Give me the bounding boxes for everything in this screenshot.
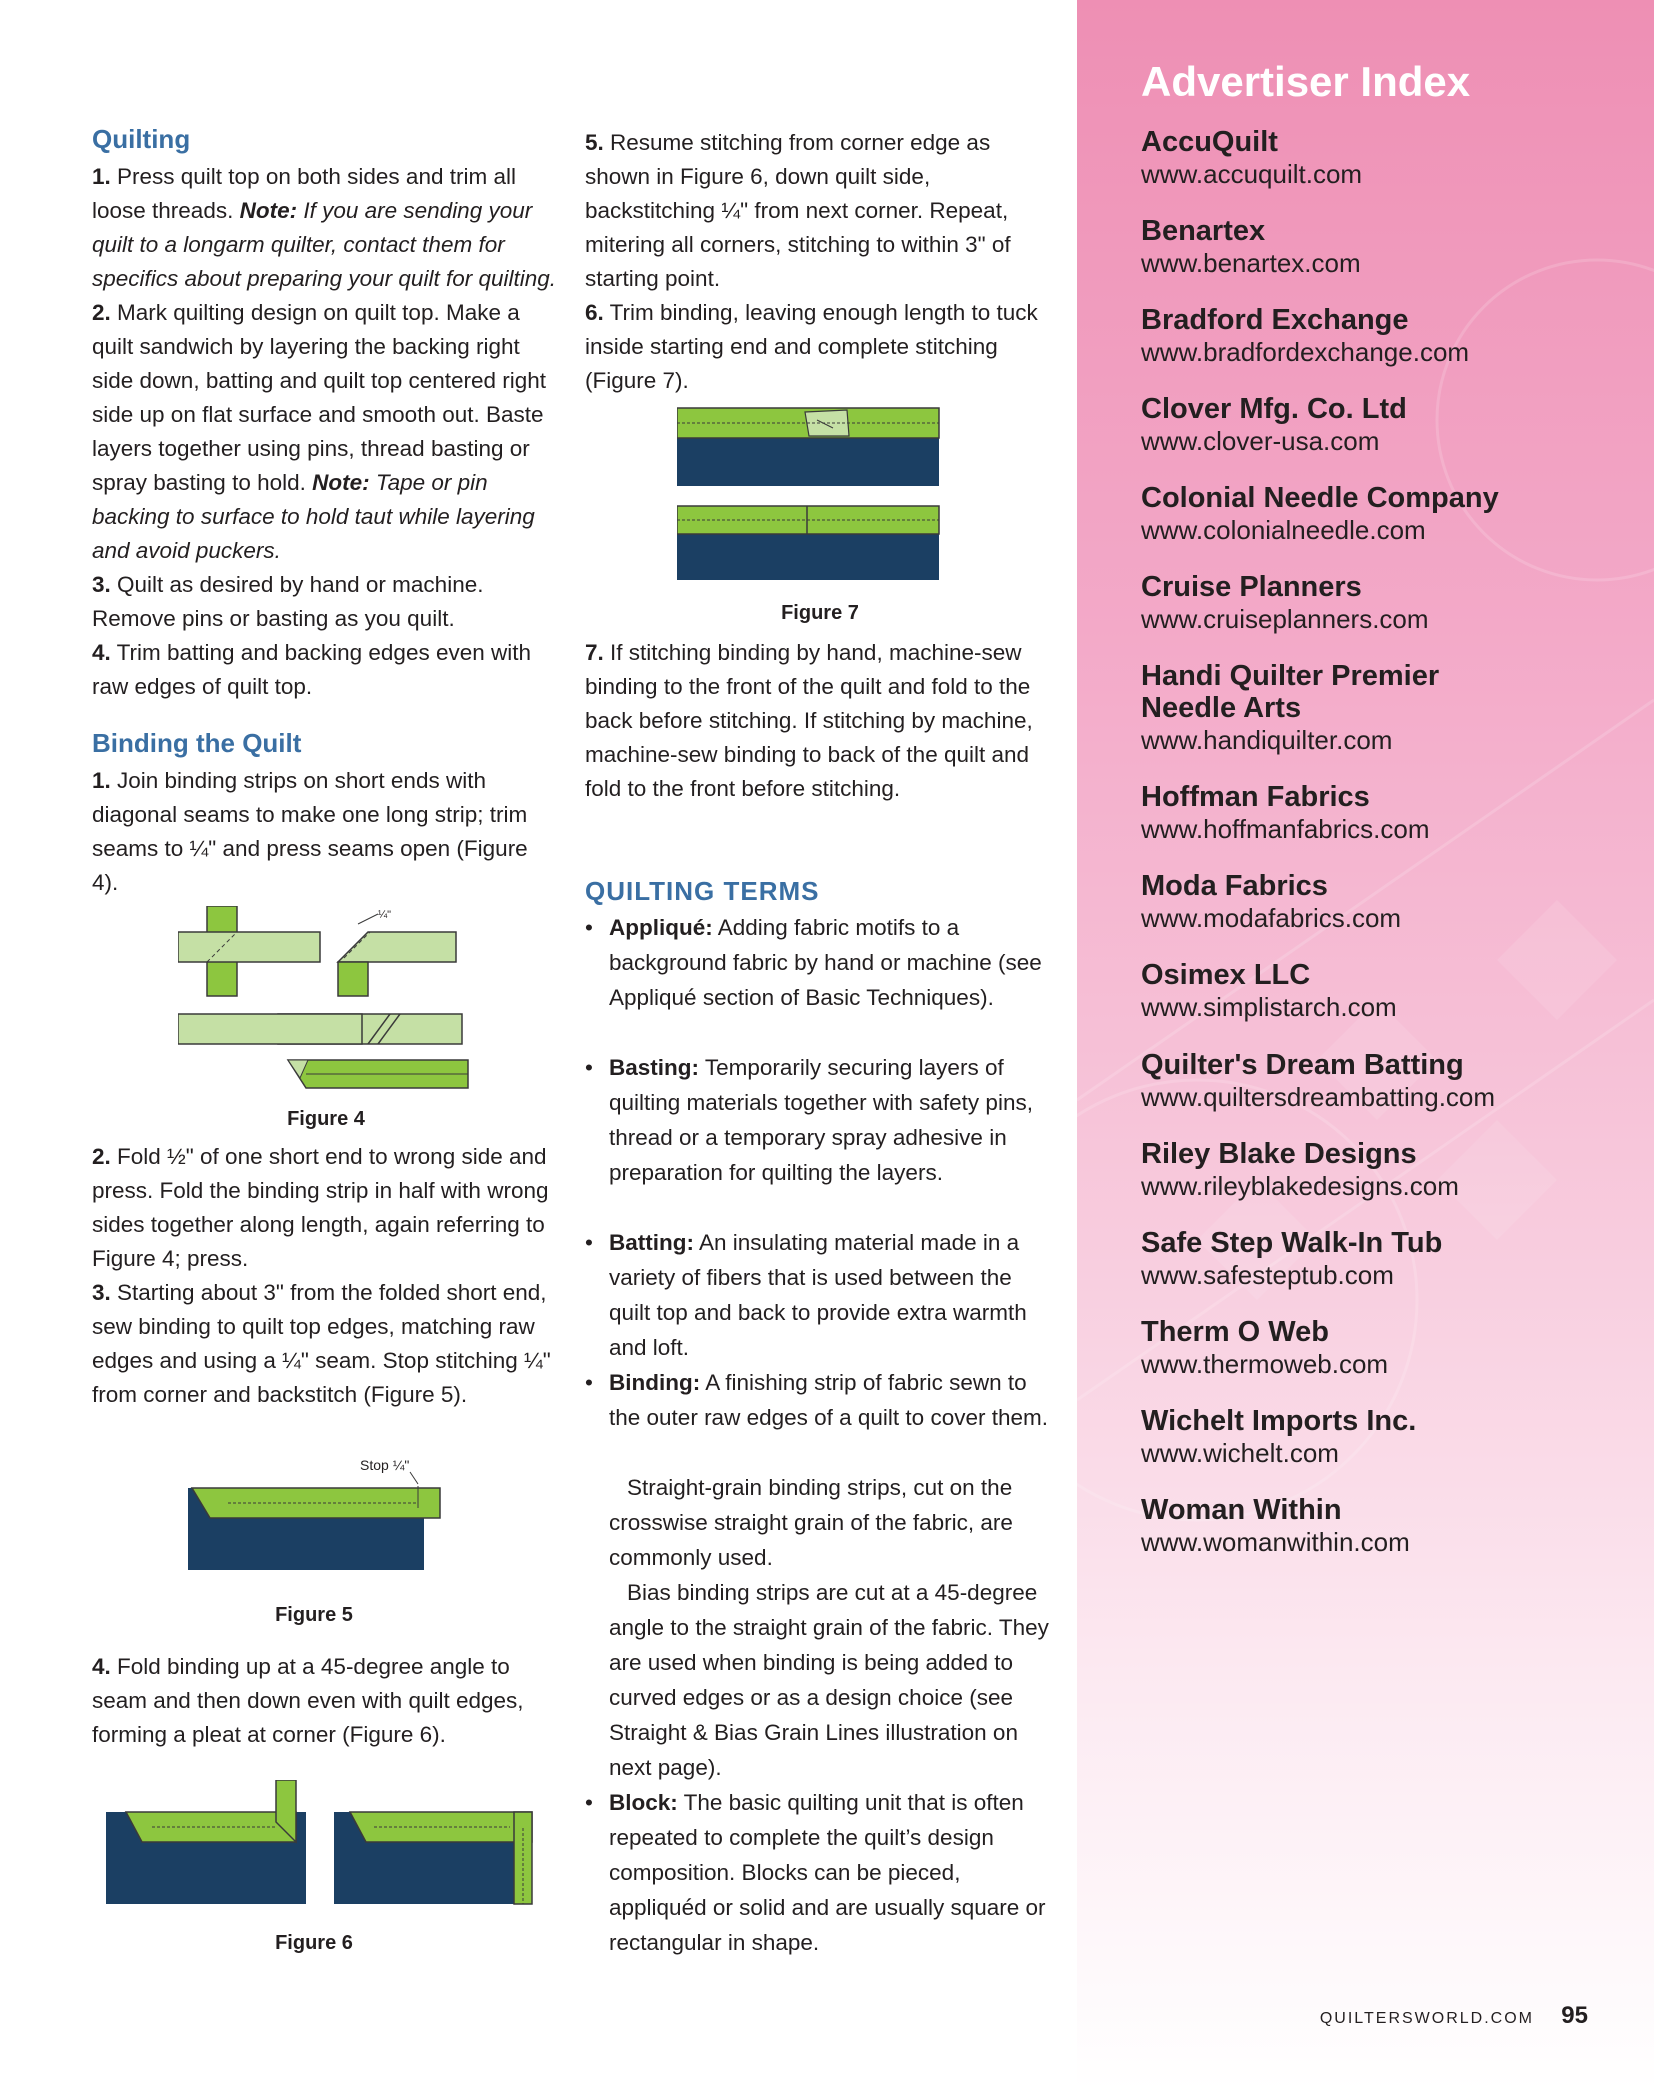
stop-pointer bbox=[410, 1472, 418, 1484]
advertiser-name: Osimex LLC bbox=[1141, 959, 1311, 991]
note-label: Note: bbox=[312, 470, 370, 495]
advertiser-name: Clover Mfg. Co. Ltd bbox=[1141, 393, 1407, 425]
figure-7-illustration bbox=[677, 406, 947, 586]
advertiser-entry bbox=[1141, 781, 1641, 845]
advertiser-entry bbox=[1141, 1494, 1641, 1558]
footer-site: QUILTERSWORLD.COM bbox=[1319, 2010, 1534, 2027]
advertiser-url[interactable]: www.wichelt.com bbox=[1141, 1438, 1339, 1468]
bullet: • bbox=[585, 1790, 593, 1815]
figure-4-illustration bbox=[178, 906, 548, 1096]
step-number: 7. bbox=[585, 640, 604, 665]
binding-step-7 bbox=[585, 636, 1055, 806]
advertiser-entry bbox=[1141, 215, 1641, 279]
advertiser-name-line-2: Needle Arts bbox=[1141, 692, 1302, 724]
bullet: • bbox=[585, 1370, 593, 1395]
term-label: Block: bbox=[609, 1790, 678, 1815]
term-label: Appliqué: bbox=[609, 915, 713, 940]
advertiser-entry bbox=[1141, 1405, 1641, 1469]
quilting-heading: Quilting bbox=[92, 124, 191, 154]
advertiser-url[interactable]: www.safesteptub.com bbox=[1141, 1260, 1394, 1290]
advertiser-name: Cruise Planners bbox=[1141, 571, 1362, 603]
advertiser-entry bbox=[1141, 660, 1641, 756]
note-label: Note: bbox=[239, 198, 298, 223]
advertiser-name: Handi Quilter Premier bbox=[1141, 660, 1440, 692]
note-text: Tape or pin backing to surface to hold taut while layering and avoid puckers. bbox=[92, 470, 535, 563]
advertiser-name: Hoffman Fabrics bbox=[1141, 781, 1370, 813]
advertiser-entry bbox=[1141, 1049, 1641, 1113]
step-number: 2. bbox=[92, 1144, 111, 1169]
figure-6-illustration bbox=[106, 1780, 536, 1910]
figure-4-label: ¼" bbox=[378, 909, 392, 921]
advertiser-name: Therm O Web bbox=[1141, 1316, 1329, 1348]
term-definition: A finishing strip of fabric sewn to the outer raw edges of a quilt to cover them. bbox=[609, 1370, 1048, 1430]
step-text: Fold binding up at a 45-degree angle to seam and then down even with quilt edges, forming a pleat at corner (Figure 6). bbox=[92, 1654, 524, 1747]
term-basting bbox=[585, 1050, 1055, 1190]
advertiser-entry bbox=[1141, 1138, 1641, 1202]
term-label: Binding: bbox=[609, 1370, 701, 1395]
advertiser-entry bbox=[1141, 482, 1641, 546]
advertiser-entry bbox=[1141, 393, 1641, 457]
quilt-lower bbox=[677, 530, 939, 580]
advertiser-entry bbox=[1141, 304, 1641, 368]
binding-note-straight-grain: Straight-grain binding strips, cut on the crosswise straight grain of the fabric, are commonly used. bbox=[609, 1475, 1013, 1570]
term-binding bbox=[585, 1365, 1055, 1435]
term-block bbox=[585, 1785, 1055, 1960]
bullet: • bbox=[585, 915, 593, 940]
term-label: Basting: bbox=[609, 1055, 699, 1080]
term-applique bbox=[585, 910, 1055, 1015]
binding-heading: Binding the Quilt bbox=[92, 728, 302, 758]
advertiser-url[interactable]: www.rileyblakedesigns.com bbox=[1141, 1171, 1459, 1201]
binding-step-2 bbox=[92, 1140, 560, 1276]
advertiser-entry bbox=[1141, 1316, 1641, 1380]
advertiser-url[interactable]: www.simplistarch.com bbox=[1141, 992, 1397, 1022]
strip-horizontal-a bbox=[178, 932, 320, 962]
binding-note-bias: Bias binding strips are cut at a 45-degree angle to the straight grain of the fabric. They are used when binding is being added to curved edges or as a design choice (see Straight & Bias Grain Lines illustration on next page). bbox=[609, 1580, 1049, 1780]
advertiser-url[interactable]: www.colonialneedle.com bbox=[1141, 515, 1426, 545]
binding-left bbox=[126, 1812, 296, 1842]
step-text: Trim batting and backing edges even with raw edges of quilt top. bbox=[92, 640, 532, 699]
step-number: 4. bbox=[92, 1654, 111, 1679]
advertiser-name: Moda Fabrics bbox=[1141, 870, 1328, 902]
step-number: 3. bbox=[92, 1280, 111, 1305]
advertiser-url[interactable]: www.hoffmanfabrics.com bbox=[1141, 814, 1430, 844]
quilt-upper bbox=[677, 436, 939, 486]
step-number: 1. bbox=[92, 164, 111, 189]
advertiser-name: Colonial Needle Company bbox=[1141, 482, 1499, 514]
step-number: 5. bbox=[585, 130, 604, 155]
advertiser-name: Riley Blake Designs bbox=[1141, 1138, 1417, 1170]
advertiser-url[interactable]: www.quiltersdreambatting.com bbox=[1141, 1082, 1496, 1112]
figure-6-caption: Figure 6 bbox=[275, 1932, 353, 1954]
binding-step-6 bbox=[585, 296, 1055, 398]
step-number: 2. bbox=[92, 300, 111, 325]
advertiser-name: Wichelt Imports Inc. bbox=[1141, 1405, 1417, 1437]
quilting-step-1 bbox=[92, 160, 560, 296]
figure-4-caption: Figure 4 bbox=[287, 1108, 365, 1130]
advertiser-sidebar bbox=[1077, 0, 1654, 2091]
binding-step-3 bbox=[92, 1276, 560, 1412]
binding-step-5 bbox=[585, 126, 1055, 296]
advertiser-entry bbox=[1141, 959, 1641, 1023]
strip-vertical-b bbox=[338, 962, 368, 996]
advertiser-url[interactable]: www.thermoweb.com bbox=[1141, 1349, 1389, 1379]
advertiser-url[interactable]: www.accuquilt.com bbox=[1141, 159, 1363, 189]
term-batting bbox=[585, 1225, 1055, 1365]
page-number: 95 bbox=[1561, 2002, 1588, 2029]
advertiser-name: Woman Within bbox=[1141, 1494, 1342, 1526]
step-text: If stitching binding by hand, machine-sew binding to the front of the quilt and fold to the back before stitching. If stitching by machine, machine-sew binding to back of the quilt and fold to the front before stitching. bbox=[585, 640, 1033, 801]
binding-step-4 bbox=[92, 1650, 560, 1752]
figure-5-caption: Figure 5 bbox=[275, 1604, 353, 1626]
binding-step-1 bbox=[92, 764, 560, 900]
advertiser-name: Bradford Exchange bbox=[1141, 304, 1409, 336]
step-text: Join binding strips on short ends with diagonal seams to make one long strip; trim seams to ¼" and press seams open (Figure 4). bbox=[92, 768, 528, 895]
step-number: 4. bbox=[92, 640, 111, 665]
advertiser-url[interactable]: www.cruiseplanners.com bbox=[1141, 604, 1429, 634]
quilting-terms-heading: QUILTING TERMS bbox=[585, 876, 820, 906]
figure-5-illustration bbox=[188, 1450, 448, 1580]
step-text: Starting about 3" from the folded short end, sew binding to quilt top edges, matching raw edges and using a ¼" seam. Stop stitching ¼" from corner and backstitch (Figure 5). bbox=[92, 1280, 551, 1407]
advertiser-url[interactable]: www.clover-usa.com bbox=[1141, 426, 1380, 456]
step-number: 3. bbox=[92, 572, 111, 597]
advertiser-name: AccuQuilt bbox=[1141, 126, 1278, 158]
figure-5-label: Stop ¼" bbox=[360, 1457, 410, 1473]
advertiser-url[interactable]: www.bradfordexchange.com bbox=[1141, 337, 1470, 367]
step-number: 1. bbox=[92, 768, 111, 793]
step-text: Trim binding, leaving enough length to tuck inside starting end and complete stitching (Figure 7). bbox=[585, 300, 1038, 393]
advertiser-name: Safe Step Walk-In Tub bbox=[1141, 1227, 1443, 1259]
advertiser-url[interactable]: www.benartex.com bbox=[1141, 248, 1361, 278]
term-label: Batting: bbox=[609, 1230, 694, 1255]
quilting-step-3 bbox=[92, 568, 560, 636]
advertiser-url[interactable]: www.womanwithin.com bbox=[1141, 1527, 1410, 1557]
advertiser-name: Benartex bbox=[1141, 215, 1266, 247]
term-definition: Adding fabric motifs to a background fabric by hand or machine (see Appliqué section of Basic Techniques). bbox=[609, 915, 1042, 1010]
step-text: Press quilt top on both sides and trim all loose threads. bbox=[92, 164, 516, 223]
step-text: Resume stitching from corner edge as shown in Figure 6, down quilt side, backstitching ¼" from next corner. Repeat, mitering all corners, stitching to within 3" of starting point. bbox=[585, 130, 1011, 291]
step-text: Mark quilting design on quilt top. Make a quilt sandwich by layering the backing right side down, batting and quilt top centered right side up on flat surface and smooth out. Baste layers together using pins, thread basting or spray basting to hold. bbox=[92, 300, 547, 495]
advertiser-entry bbox=[1141, 1227, 1641, 1291]
advertiser-entry bbox=[1141, 571, 1641, 635]
step-text: Quilt as desired by hand or machine. Remove pins or basting as you quilt. bbox=[92, 572, 484, 631]
bullet: • bbox=[585, 1055, 593, 1080]
advertiser-url[interactable]: www.handiquilter.com bbox=[1141, 725, 1393, 755]
bullet: • bbox=[585, 1230, 593, 1255]
quilting-step-4 bbox=[92, 636, 560, 704]
advertiser-name: Quilter's Dream Batting bbox=[1141, 1049, 1464, 1081]
advertiser-entry bbox=[1141, 126, 1641, 190]
term-definition: Temporarily securing layers of quilting materials together with safety pins, thread or a temporary spray adhesive in preparation for quilting the layers. bbox=[609, 1055, 1033, 1185]
step-text: Fold ½" of one short end to wrong side and press. Fold the binding strip in half with wrong sides together along length, again referring to Figure 4; press. bbox=[92, 1144, 549, 1271]
note-text: If you are sending your quilt to a longarm quilter, contact them for specifics about preparing your quilt for quilting. bbox=[92, 198, 557, 291]
quilting-step-2 bbox=[92, 296, 560, 568]
advertiser-url[interactable]: www.modafabrics.com bbox=[1141, 903, 1402, 933]
figure-7-caption: Figure 7 bbox=[781, 602, 859, 624]
step-number: 6. bbox=[585, 300, 604, 325]
advertiser-index-title: Advertiser Index bbox=[1141, 58, 1471, 105]
quarter-inch-pointer bbox=[358, 914, 378, 924]
advertiser-entry bbox=[1141, 870, 1641, 934]
term-definition: The basic quilting unit that is often repeated to complete the quilt’s design composition. Blocks can be pieced, appliquéd or solid and are usually square or rectangular in shape. bbox=[609, 1790, 1046, 1955]
term-definition: An insulating material made in a variety of fibers that is used between the quilt top and back to provide extra warmth and loft. bbox=[609, 1230, 1027, 1360]
joined-strip bbox=[178, 1014, 362, 1044]
